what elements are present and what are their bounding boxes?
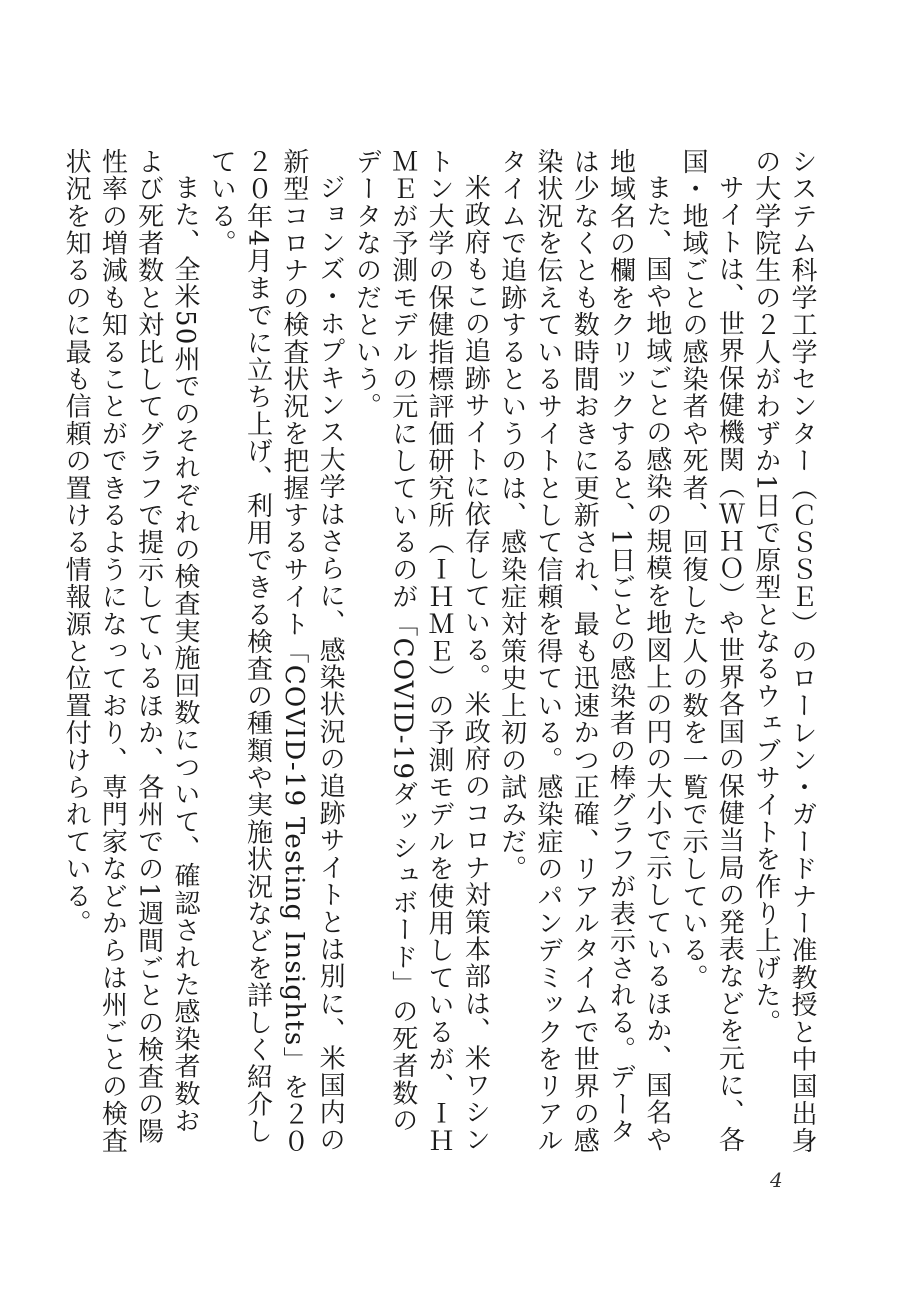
paragraph-5: ジョンズ・ホプキンス大学はさらに、感染状況の追跡サイトとは別に、米国内の新型コロナの検査状況を把握するサイト「COVID-19 Testing Insights」を２０２０年4月までに立ち上げ、利用できる検査の種類や実施状況などを詳しく紹介している。 [206,148,346,1156]
paragraph-3: また、国や地域ごとの感染の規模を地図上の円の大小で示しているほか、国名や地域名の欄をクリックすると、1日ごとの感染者の棒グラフが表示される。データは少なくとも数時間おきに更新され、最も迅速かつ正確、リアルタイムで世界の感染状況を伝えているサイトとして信頼を得ている。感染症のパンデミックをリアルタイムで追跡するというのは、感染症対策史上初の試みだ。 [496,148,672,1155]
paragraph-1: システム科学工学センター（ＣＳＳＥ）のローレン・ガードナー准教授と中国出身の大学院生の２人がわずか1日で原型となるウェブサイトを作り上げた。 [750,148,817,1155]
page-number: 4 [770,1168,783,1192]
body-text [58,148,820,1158]
paragraph-4: 米政府もこの追跡サイトに依存している。米政府のコロナ対策本部は、米ワシントン大学の保健指標評価研究所（ＩＨＭＥ）の予測モデルを使用しているが、ＩＨＭＥが予測モデルの元にしているのが「COVID-19ダッシュボード」の死者数のデータなのだという。 [351,148,491,1155]
paragraph-2: サイトは、世界保健機関（ＷＨＯ）や世界各国の保健当局の発表などを元に、各国・地域ごとの感染者や死者、回復した人の数を一覧で示している。 [678,148,745,1154]
paragraph-6: また、全米50州でのそれぞれの検査実施回数について、確認された感染者数および死者数と対比してグラフで提示しているほか、各州での1週間ごとの検査の陽性率の増減も知ることができるようになっており、専門家などからは州ごとの検査状況を知るのに最も信頼の置ける情報源と位置付けられている。 [61,148,200,1155]
